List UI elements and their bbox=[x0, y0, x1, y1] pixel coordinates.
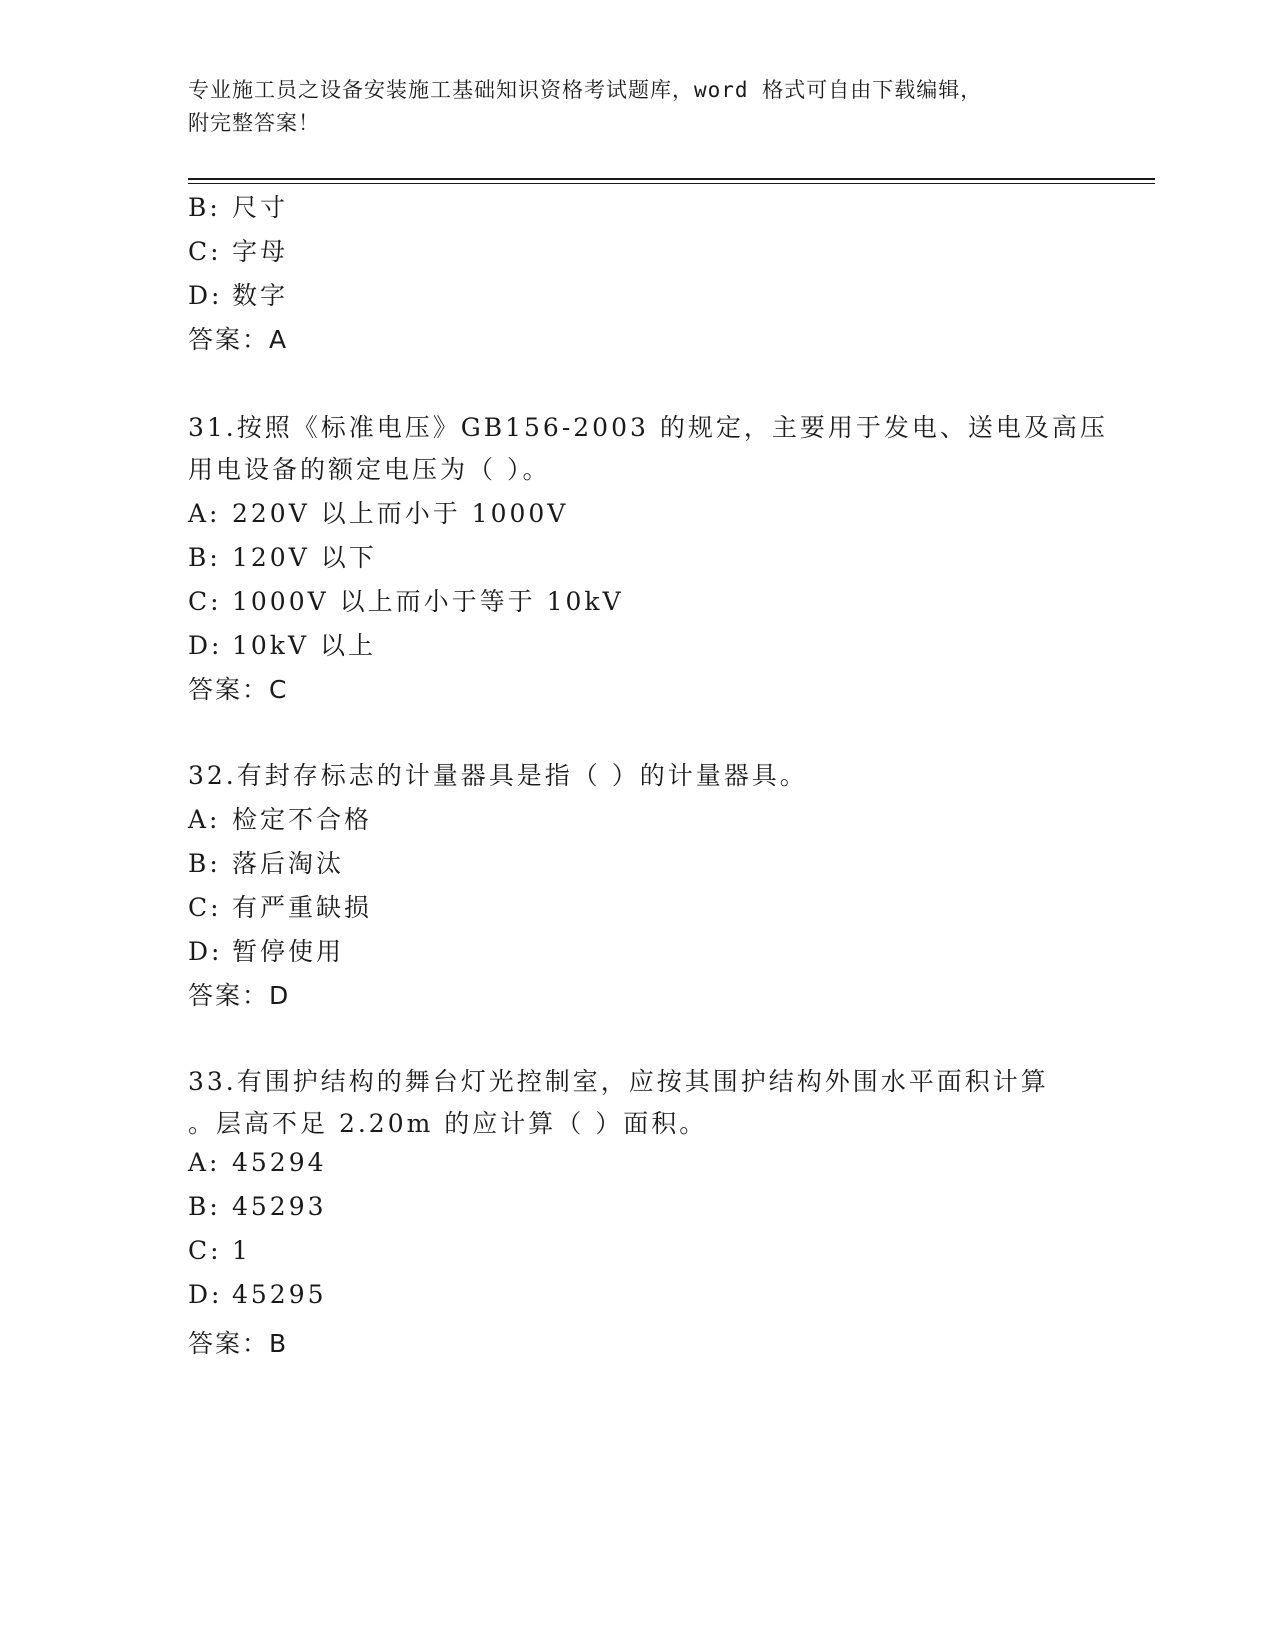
option-letter: A: bbox=[188, 499, 221, 528]
option-b bbox=[188, 844, 344, 880]
option-letter: B: bbox=[188, 1192, 221, 1221]
header-line-1: 专业施工员之设备安装施工基础知识资格考试题库，word 格式可自由下载编辑， bbox=[188, 78, 983, 102]
option-letter: B: bbox=[188, 193, 221, 222]
question-31-stem-line-1: 31.按照《标准电压》GB156-2003 的规定，主要用于发电、送电及高压 bbox=[188, 413, 1108, 442]
option-letter: B: bbox=[188, 849, 221, 878]
option-text: 暂停使用 bbox=[232, 937, 345, 966]
question-32-stem: 32.有封存标志的计量器具是指（ ）的计量器具。 bbox=[188, 761, 808, 790]
option-text: 45293 bbox=[232, 1192, 327, 1221]
option-text: 220V 以上而小于 1000V bbox=[232, 499, 569, 528]
question-33-stem-line-1: 33.有围护结构的舞台灯光控制室，应按其围护结构外围水平面积计算 bbox=[188, 1067, 1049, 1096]
answer: 答案：C bbox=[188, 675, 289, 704]
option-text: 有严重缺损 bbox=[232, 893, 373, 922]
option-letter: A: bbox=[188, 1148, 221, 1177]
option-letter: C: bbox=[188, 587, 222, 616]
answer: 答案：D bbox=[188, 981, 291, 1010]
option-c bbox=[188, 232, 288, 268]
header-divider-thin bbox=[188, 183, 1155, 184]
document-header bbox=[188, 74, 1088, 140]
option-letter: C: bbox=[188, 893, 222, 922]
option-letter: D: bbox=[188, 937, 223, 966]
option-d bbox=[188, 932, 344, 968]
header-line-2: 附完整答案！ bbox=[188, 111, 320, 135]
option-b bbox=[188, 188, 288, 224]
option-letter: A: bbox=[188, 805, 221, 834]
option-d bbox=[188, 276, 288, 312]
option-text: 尺寸 bbox=[232, 193, 289, 222]
option-letter: D: bbox=[188, 1280, 223, 1309]
option-d bbox=[188, 1280, 327, 1309]
option-text: 1000V 以上而小于等于 10kV bbox=[232, 587, 624, 616]
option-c bbox=[188, 582, 624, 618]
option-c bbox=[188, 1236, 251, 1265]
option-text: 字母 bbox=[232, 237, 289, 266]
option-a bbox=[188, 494, 568, 530]
option-letter: C: bbox=[188, 1236, 222, 1265]
question-31-stem-line-2: 用电设备的额定电压为（ ）。 bbox=[188, 455, 551, 484]
option-letter: D: bbox=[188, 281, 223, 310]
option-text: 45294 bbox=[232, 1148, 327, 1177]
option-a bbox=[188, 800, 372, 836]
option-b bbox=[188, 1192, 327, 1221]
option-letter: C: bbox=[188, 237, 222, 266]
header-divider-thick bbox=[188, 178, 1155, 180]
option-b bbox=[188, 538, 377, 574]
option-d bbox=[188, 626, 376, 662]
option-c bbox=[188, 888, 372, 924]
answer: 答案：A bbox=[188, 325, 289, 354]
option-text: 检定不合格 bbox=[232, 805, 373, 834]
option-letter: B: bbox=[188, 543, 221, 572]
option-text: 120V 以下 bbox=[232, 543, 377, 572]
option-text: 45295 bbox=[232, 1280, 327, 1309]
answer: 答案：B bbox=[188, 1329, 289, 1358]
option-text: 1 bbox=[232, 1236, 251, 1265]
option-a bbox=[188, 1148, 327, 1177]
option-letter: D: bbox=[188, 631, 223, 660]
question-33-stem-line-2: 。层高不足 2.20m 的应计算（ ）面积。 bbox=[188, 1109, 708, 1138]
option-text: 落后淘汰 bbox=[232, 849, 345, 878]
option-text: 10kV 以上 bbox=[232, 631, 376, 660]
option-text: 数字 bbox=[232, 281, 289, 310]
